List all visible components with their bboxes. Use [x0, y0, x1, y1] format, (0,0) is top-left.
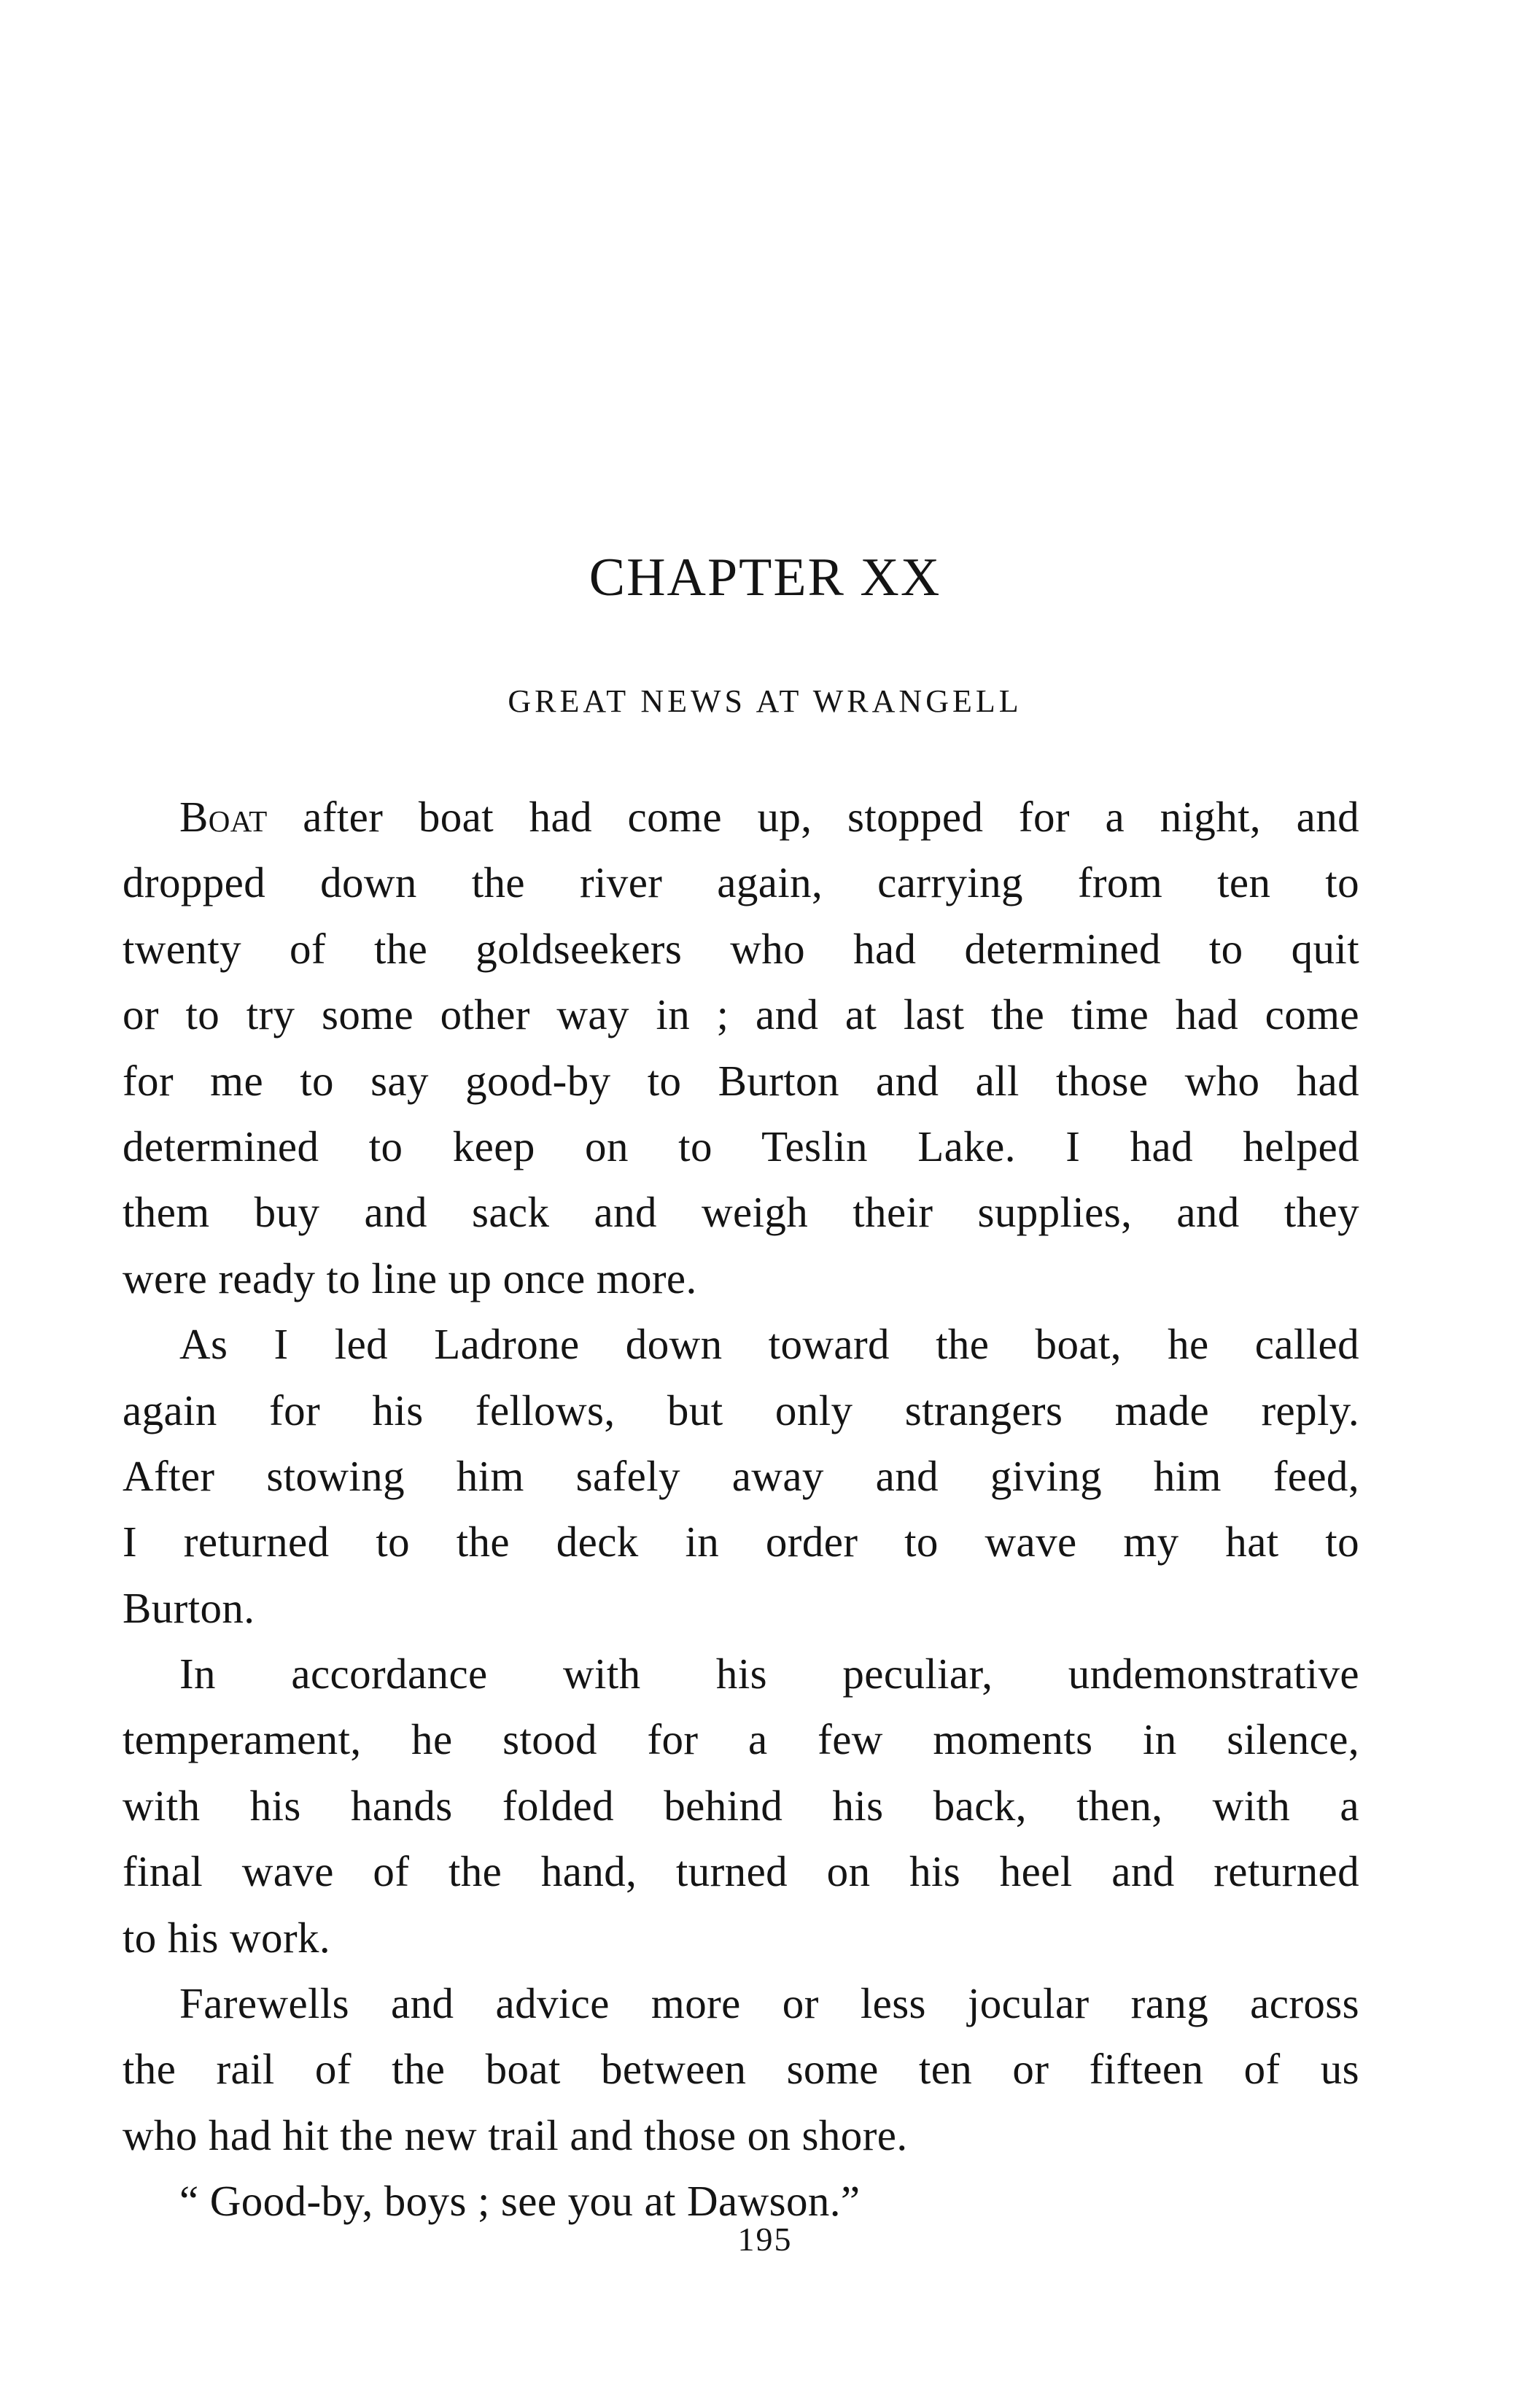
text-line: to his work.: [123, 1913, 331, 1962]
text-line: for me to say good-by to Burton and all those who had: [123, 1056, 1359, 1105]
chapter-title: CHAPTER XX: [589, 548, 941, 607]
text-line: As I led Ladrone down toward the boat, he called: [179, 1320, 1359, 1369]
text-line: “ Good-by, boys ; see you at Dawson.”: [179, 2177, 861, 2226]
text-line: with his hands folded behind his back, then, with a: [123, 1781, 1359, 1830]
text-line: again for his fellows, but only strangers made reply.: [123, 1386, 1359, 1434]
text-line: dropped down the river again, carrying from ten to: [123, 858, 1359, 907]
text-line: I returned to the deck in order to wave my hat to: [123, 1518, 1359, 1566]
text-line: them buy and sack and weigh their supplies, and they: [123, 1188, 1359, 1237]
line-text: after boat had come up, stopped for a night, and: [267, 793, 1359, 841]
text-line: [123, 784, 1359, 850]
text-line: were ready to line up once more.: [123, 1254, 697, 1302]
text-line: After stowing him safely away and giving him feed,: [123, 1451, 1359, 1500]
text-line: who had hit the new trail and those on shore.: [123, 2110, 908, 2159]
text-line: determined to keep on to Teslin Lake. I had helped: [123, 1122, 1359, 1170]
text-line: In accordance with his peculiar, undemonstrative: [179, 1650, 1359, 1698]
text-line: temperament, he stood for a few moments in silence,: [123, 1715, 1359, 1764]
text-line: or to try some other way in ; and at last the time had come: [123, 990, 1359, 1039]
text-line: twenty of the goldseekers who had determined to quit: [123, 924, 1359, 973]
text-line: the rail of the boat between some ten or fifteen of us: [123, 2045, 1359, 2094]
text-line: final wave of the hand, turned on his heel and returned: [123, 1847, 1359, 1896]
chapter-body: [123, 784, 1359, 2234]
page-number: 195: [737, 2221, 793, 2258]
chapter-subtitle: GREAT NEWS AT WRANGELL: [508, 683, 1022, 719]
text-line: Burton.: [123, 1583, 255, 1632]
drop-lead-word: Boat: [179, 793, 268, 841]
text-line: Farewells and advice more or less jocular rang across: [179, 1979, 1359, 2028]
